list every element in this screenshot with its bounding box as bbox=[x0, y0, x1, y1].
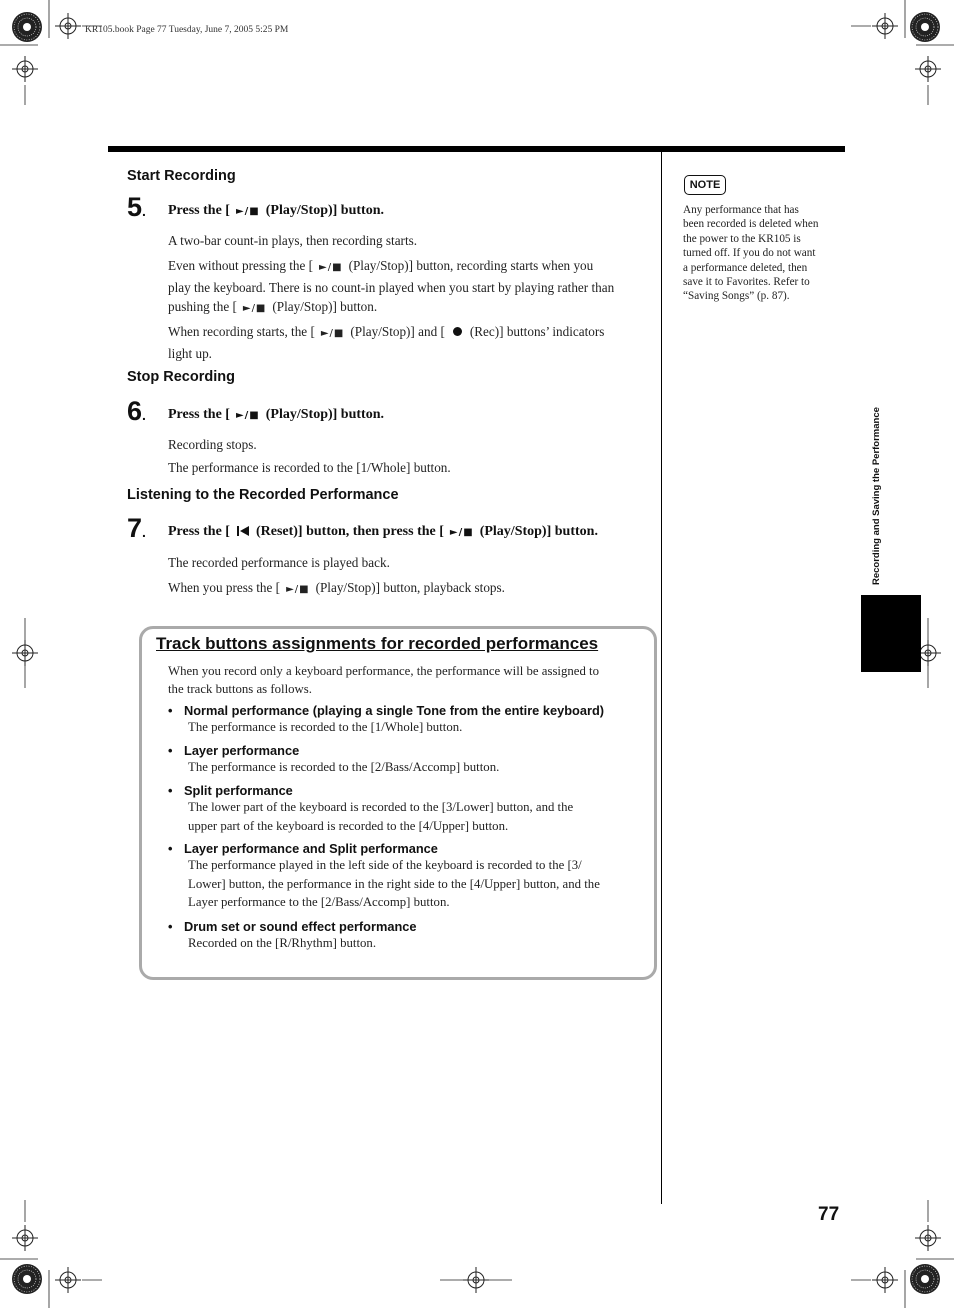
box-item-4: • Drum set or sound effect performance Recorded on the [R/Rhythm] button. bbox=[168, 919, 417, 950]
rec-icon bbox=[453, 327, 462, 336]
listen-p2: When you press the [ ►/■ (Play/Stop)] button, playback stops. bbox=[168, 578, 505, 600]
step-number-7: 7. bbox=[127, 513, 146, 543]
page-number: 77 bbox=[818, 1204, 840, 1225]
step-5-instruction: Press the [ ►/■ (Play/Stop)] button. bbox=[168, 203, 384, 218]
step-6-instruction: Press the [ ►/■ (Play/Stop)] button. bbox=[168, 407, 384, 422]
play-stop-icon: ►/■ bbox=[319, 262, 343, 273]
start-p1: A two-bar count-in plays, then recording starts. bbox=[168, 233, 418, 248]
play-stop-icon: ►/■ bbox=[235, 206, 260, 217]
step-number-6: 6. bbox=[127, 396, 146, 426]
play-stop-icon: ►/■ bbox=[242, 303, 267, 314]
reset-icon bbox=[237, 526, 249, 536]
note-badge: NOTE bbox=[684, 175, 726, 195]
heading-stop-recording: Stop Recording bbox=[127, 369, 235, 385]
play-stop-icon: ►/■ bbox=[449, 527, 474, 538]
play-stop-icon: ►/■ bbox=[235, 410, 260, 421]
heading-start-recording: Start Recording bbox=[127, 168, 236, 184]
box-item-3: • Layer performance and Split performance The performance played in the left side of the keyboard is recorded to the [3/ Lower] button, the performance in the right side to the [4/Upper] button, and the Layer performance to the [2/Bass/Accomp] button. bbox=[168, 841, 600, 909]
box-title: Track buttons assignments for recorded performances bbox=[156, 634, 599, 653]
box-item-0: • Normal performance (playing a single Tone from the entire keyboard) The performance is recorded to the [1/Whole] button. bbox=[168, 703, 605, 734]
listen-p1: The recorded performance is played back. bbox=[168, 555, 390, 570]
column-divider bbox=[661, 152, 662, 1204]
box-item-1: • Layer performance The performance is recorded to the [2/Bass/Accomp] button. bbox=[168, 743, 500, 774]
stop-p2: The performance is recorded to the [1/Whole] button. bbox=[168, 460, 451, 475]
chapter-side-label: Recording and Saving the Performance bbox=[871, 407, 882, 585]
book-info-header: KR105.book Page 77 Tuesday, June 7, 2005 5:25 PM bbox=[85, 25, 289, 35]
play-stop-icon: ►/■ bbox=[320, 328, 345, 339]
stop-p1: Recording stops. bbox=[168, 437, 257, 452]
note-text: Any performance that has been recorded is deleted when the power to the KR105 is turned off. If you do not want a performance deleted, then save it to Favorites. Refer to “Saving Songs” (p. 87). bbox=[683, 204, 819, 303]
heading-listening: Listening to the Recorded Performance bbox=[127, 487, 399, 503]
chapter-tab bbox=[861, 595, 921, 672]
start-p2: Even without pressing the [ ►/■ (Play/Stop)] button, recording starts when you play the keyboard. There is no count-in played when you start by playing rather than pushing the [ ►/■ (Play/Stop)] button. bbox=[168, 256, 648, 319]
start-p3: When recording starts, the [ ►/■ (Play/Stop)] and [ (Rec)] buttons’ indicators light up. bbox=[168, 324, 605, 361]
box-item-2: • Split performance The lower part of the keyboard is recorded to the [3/Lower] button, and the upper part of the keyboard is recorded to the [4/Upper] button. bbox=[168, 783, 574, 833]
top-rule bbox=[108, 146, 845, 152]
play-stop-icon: ►/■ bbox=[286, 584, 310, 595]
step-7-instruction: Press the [ (Reset)] button, then press the [ ►/■ (Play/Stop)] button. bbox=[168, 524, 598, 539]
box-intro: When you record only a keyboard performance, the performance will be assigned to the track buttons as follows. bbox=[168, 664, 600, 696]
step-number-5: 5. bbox=[127, 192, 146, 222]
